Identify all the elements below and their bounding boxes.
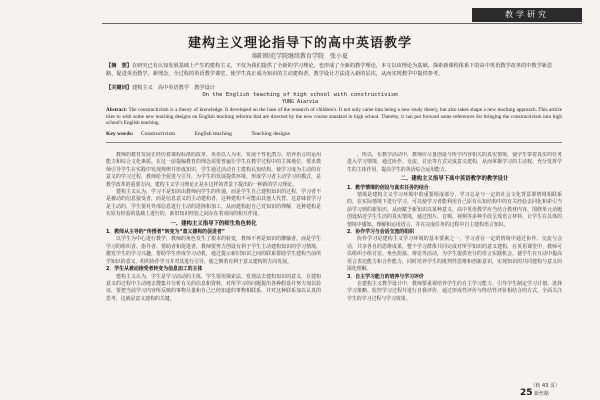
body-paragraph: 建构主义认为，学习不是知识由教师向学生的传递，而是学生自己建构知识的过程，学习者不是被动的信息接受者，而是信息意义的主动建构者，这种建构不可能由其他人代替。这意味着学习是主动的，学生要对外部信息进行主动的选择和加工，从而建构起自己对知识的理解，这种建构是在原有经验的基础上进行的，新旧知识经验之间存在着双向的相互作用。 — [106, 189, 321, 218]
abstract-en — [106, 107, 562, 127]
english-author: YUNG Aiarvia — [281, 99, 319, 105]
subsection-heading: 2．学生从被动接受者转变为信息加工的主体 — [106, 266, 203, 273]
header-rule — [102, 23, 582, 24]
body-paragraph: 建构主义认为，学生是学习活动的主体，学生要用探索法、发现法去建构知识的意义，在建构意义的过程中主动地去搜集并分析有关的信息和资料，对所学习的问题提出各种假设并努力加以验证，要把当前学习内容所反映的事物尽量和自己已经知道的事物相联系，并对这种联系加以认真的思考，这就是意义建构的关键。 — [106, 273, 321, 302]
abstract-zh — [106, 62, 562, 78]
keywords-zh-label: 【关键词】 — [106, 85, 132, 91]
english-title: On the English teaching of high school with constructivism — [202, 92, 398, 98]
article-title: 建构主义理论指导下的高中英语教学 — [187, 36, 412, 51]
keyword-en: Teaching designs — [251, 131, 290, 137]
keyword-en: Constructivism — [140, 131, 176, 137]
subsection-heading: 3．自主学习能力的培养与学习评价 — [347, 273, 424, 280]
subsection-heading: 2．协作学习与会话交流的组织 — [347, 229, 414, 236]
continued-note: （转 43 页） — [530, 383, 560, 389]
abstract-en-label: Abstract: — [106, 107, 128, 113]
section-tab: 教学研究 — [472, 8, 582, 22]
keyword-en: English teaching — [194, 131, 232, 137]
keywords-en — [106, 131, 562, 138]
subsection-heading: 1．教师从主导的“传授者”转变为“意义建构的促进者” — [106, 229, 225, 236]
abstract-zh-text: 在研究已有认知发展基础上产生的建构主义，不仅为我们提供了全新的学习理论，也形成了全新的教学理论，本文以该理论为基础，探索新课程体系下的高中英语教学改革的中教学新思路，促进英语教学，新理念，全过程的英语教学课堂，使学生真正成为知识的主动建构者，教学设计方法进入新的层次，从而实现教学中提供参考。 — [106, 63, 553, 77]
body-paragraph: 协作学习是建构主义学习环境的基本要素之一，学习者在一定的情境中通过协作、交流与会话，共享各自的思维成果，整个学习群体共同完成对所学知识的意义建构，在英语课堂中，教师可以组织小组讨论、角色扮演、辩论等活动，为学生提供充分的语言实践机会，使学生在互动中提高语言表达能力和合作能力，同时培养学生的批判性思维和创新意识，实现知识的共同建构与意义的深化理解。 — [347, 236, 562, 273]
keywords-zh-text: 建构主义 高中英语教学 教学设计 — [131, 85, 215, 91]
abstract-zh-label: 【摘 要】 — [106, 63, 132, 69]
body-column-right — [347, 152, 562, 380]
section-heading: 二、建构主义指导下高中英语教学的教学设计 — [400, 176, 509, 183]
abstract-divider — [106, 142, 562, 143]
abstract-en-text: The constructivism is a theory of knowledge. It developed on the base of the research of children's. It not only came into being a new study theory, but also takes shape a new teaching approach. This article tries to with some new teaching designs on English teaching reforms that are directed by the new course standard in high school. Thereby, it can put forward some references for bringing the constructivism into high school's English teaching. — [106, 107, 562, 127]
keywords-en-label: Key words: — [106, 131, 134, 137]
subsection-heading: 1．教学情境的创设与真实任务的结合 — [347, 184, 429, 191]
page-number: 25 — [520, 388, 533, 398]
footer-journal-title: 新丝路 — [534, 391, 550, 397]
body-paragraph: 情境是建构主义学习环境中的重要组成部分，学习总是与一定的社会文化背景即情境相联系的，在实际情境下进行学习，可以使学习者能利用自己原有认知结构中的有关经验去同化和索引当前学习到的新知识，从而赋予新知识以某种意义，高中英语教学应当结合教材内容，围绕单元话题创设贴近学生生活的真实情境，通过图片、音频、视频等多种手段呈现语言材料，让学生在具体的情境中感知、理解和运用语言，并在完成任务的过程中自主建构语言知识。 — [347, 192, 562, 228]
article-authors: 绵阳师范学院继续教育学院 张小夏 — [251, 53, 348, 60]
body-paragraph: 以学生为中心进行教学，教师的角色发生了根本的转变，教师不再是知识的灌输者，而是学生学习的组织者、指导者、帮助者和促进者，教师要努力创设有利于学生主动建构知识的学习情境，激发学生的学习兴趣，帮助学生形成学习动机，通过提示新旧知识之间的联系帮助学生建构当前所学知识的意义，组织协作学习并对其进行引导，使之朝着有利于意义建构的方向发展。 — [106, 236, 321, 265]
body-paragraph: 在建构主义教学设计中，教师要重视培养学生的自主学习能力，引导学生制定学习计划、选择学习策略、监控学习过程并进行自我评价，通过形成性评价与终结性评价相结合的方式，全面关注学生的学习过程与学习效果。 — [347, 280, 562, 302]
keywords-zh — [106, 84, 562, 92]
section-heading: 一、建构主义指导下的师生角色转化 — [170, 220, 257, 227]
body-paragraph: 教师的教育发展正经历着课程标准的改革，英语以人为本，发展个性化潜力，培养语言的运用能力和综合文化素质。在这一前提编教育的理念需要普遍让学生在教学过程中的主体地位，要求教师引导学生在实践中发现规律并形成知识，学生通过活动自主建构认知结构，使学习成为主动的有意义的学习过程，教师给予促进与引导，为学生的发展提供环境，形成学习者主动学习的模式，是教学改革的重要方向。建构主义学习理论正是在这样的背景下提出的一种新的学习理论。 — [106, 152, 321, 188]
body-paragraph: ，所以，在教学活动中，教师应尽量创设与所学内容相关的真实情境，使学生带着真实的任务进入学习情境，通过协作、交流、讨论等方式完成意义建构，从而掌握学习的主动权，充分发挥学生的主体作用，提高学生的英语综合运用能力。 — [347, 152, 562, 173]
body-column-left — [106, 152, 321, 380]
